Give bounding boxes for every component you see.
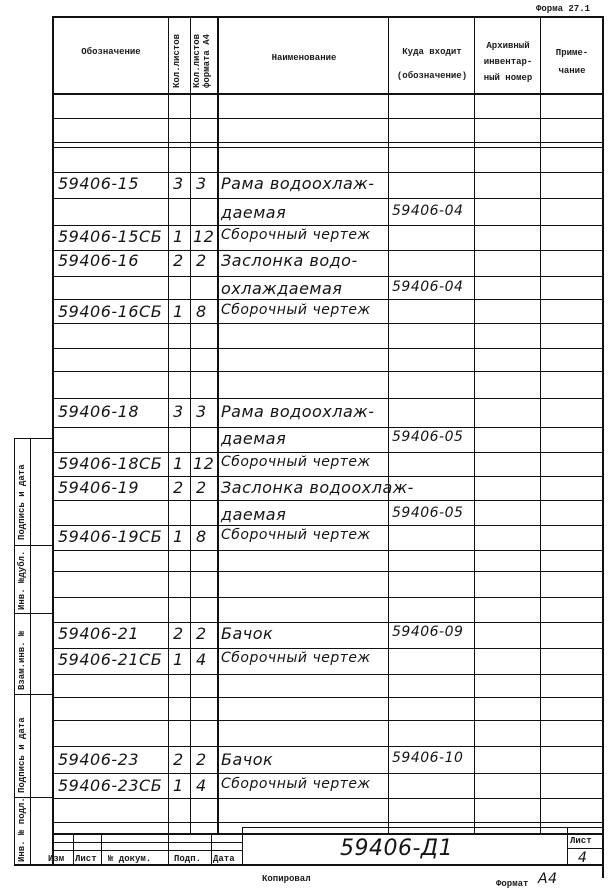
row-line xyxy=(52,299,604,300)
cell-designation: 59406-18СБ xyxy=(58,454,163,473)
cell-designation: 59406-19СБ xyxy=(58,527,163,546)
cell-qty: 3 xyxy=(173,402,184,421)
stamp-v-2 xyxy=(101,833,102,865)
footer-format-value: А4 xyxy=(538,871,558,887)
stamp-v-5 xyxy=(242,827,243,865)
cell-format: 8 xyxy=(196,302,207,321)
side-label-inv-dubl: Инв. №дубл. xyxy=(17,550,27,610)
cell-designation: 59406-19 xyxy=(58,478,140,497)
cell-format: 3 xyxy=(196,402,207,421)
cell-name: Заслонка водо- xyxy=(221,251,358,270)
cell-designation: 59406-21 xyxy=(58,624,140,643)
row-line xyxy=(52,371,604,372)
side-label-vzam: Взам.инв. № xyxy=(17,630,27,690)
header-where-used: Куда входит (обозначение) xyxy=(396,47,468,81)
stamp-row-2 xyxy=(52,850,242,851)
side-div-2 xyxy=(14,613,52,614)
row-line xyxy=(52,147,604,148)
cell-designation: 59406-21СБ xyxy=(58,650,163,669)
side-div-3 xyxy=(14,694,52,695)
cell-name: даемая xyxy=(221,429,287,448)
cell-designation: 59406-23СБ xyxy=(58,776,163,795)
row-line xyxy=(52,550,604,551)
cell-qty: 3 xyxy=(173,174,184,193)
cell-where-used: 59406-10 xyxy=(392,750,464,766)
stamp-sheet-label: Лист xyxy=(570,836,592,846)
cell-qty: 2 xyxy=(173,624,184,643)
cell-qty: 1 xyxy=(173,302,184,321)
side-col-left xyxy=(14,438,15,865)
cell-format: 12 xyxy=(193,454,215,473)
header-name: Наименование xyxy=(271,53,337,63)
header-note: Приме-чание xyxy=(555,48,589,76)
cell-designation: 59406-16СБ xyxy=(58,302,163,321)
cell-name: охлаждаемая xyxy=(221,279,343,298)
cell-qty: 2 xyxy=(173,750,184,769)
cell-qty: 1 xyxy=(173,776,184,795)
cell-name: Сборочный чертеж xyxy=(221,776,371,792)
side-col-mid xyxy=(30,438,31,865)
cell-qty: 1 xyxy=(173,650,184,669)
row-line xyxy=(52,452,604,453)
cell-where-used: 59406-05 xyxy=(392,505,464,521)
stamp-podp: Подп. xyxy=(174,854,202,864)
row-line xyxy=(52,323,604,324)
footer-format: Формат xyxy=(496,879,529,889)
stamp-v-1 xyxy=(73,833,74,865)
cell-format: 2 xyxy=(196,624,207,643)
cell-designation: 59406-15СБ xyxy=(58,227,163,246)
cell-format: 2 xyxy=(196,251,207,270)
row-line xyxy=(52,798,604,799)
stamp-izm: Изм xyxy=(48,854,65,864)
cell-qty: 1 xyxy=(173,454,184,473)
cell-name: Бачок xyxy=(221,750,274,769)
stamp-sheet-div xyxy=(567,848,604,849)
cell-where-used: 59406-04 xyxy=(392,279,464,295)
stamp-doc-no: № докум. xyxy=(108,854,152,864)
row-line xyxy=(52,674,604,675)
col-line-5 xyxy=(474,16,475,834)
frame-right xyxy=(602,16,604,878)
cell-format: 4 xyxy=(196,776,207,795)
footer-copied: Копировал xyxy=(262,874,311,884)
row-line xyxy=(52,398,604,399)
form-label: Форма 27.1 xyxy=(536,4,591,14)
row-line xyxy=(52,822,604,823)
side-label-sign-date-2: Подпись и дата xyxy=(17,717,27,793)
stamp-row-1 xyxy=(52,842,242,843)
cell-format: 2 xyxy=(196,478,207,497)
header-archive: Архивный инвентар-ный номер xyxy=(483,41,533,83)
side-label-sign-date-1: Подпись и дата xyxy=(17,464,27,540)
header-sheets-count: Кол.листов xyxy=(172,33,182,88)
cell-name: Заслонка водоохлаж- xyxy=(221,478,414,497)
cell-name: даемая xyxy=(221,505,287,524)
row-line xyxy=(52,648,604,649)
header-format: Кол.листов формата А4 xyxy=(192,33,212,88)
cell-where-used: 59406-04 xyxy=(392,203,464,219)
frame-left xyxy=(52,16,54,865)
cell-name: Рама водоохлаж- xyxy=(221,402,375,421)
cell-designation: 59406-18 xyxy=(58,402,140,421)
col-line-6 xyxy=(540,16,541,834)
header-designation: Обозначение xyxy=(81,47,141,57)
stamp-sheet-number: 4 xyxy=(578,850,588,866)
col-line-1 xyxy=(168,16,169,834)
row-line xyxy=(52,118,604,119)
col-line-3 xyxy=(217,16,219,834)
row-line xyxy=(52,276,604,277)
cell-designation: 59406-16 xyxy=(58,251,140,270)
row-line xyxy=(52,525,604,526)
row-line xyxy=(52,198,604,199)
cell-format: 8 xyxy=(196,527,207,546)
frame-bottom xyxy=(14,864,604,866)
cell-name: Бачок xyxy=(221,624,274,643)
row-line xyxy=(52,773,604,774)
row-line xyxy=(52,720,604,721)
row-line xyxy=(52,622,604,623)
cell-format: 2 xyxy=(196,750,207,769)
stamp-box-top xyxy=(242,827,604,828)
cell-designation: 59406-23 xyxy=(58,750,140,769)
side-label-inv-podl: Инв. № подл. xyxy=(17,797,27,862)
stamp-doc-code: 59406-Д1 xyxy=(340,836,454,861)
cell-format: 3 xyxy=(196,174,207,193)
row-line xyxy=(52,697,604,698)
cell-qty: 1 xyxy=(173,227,184,246)
row-line xyxy=(52,571,604,572)
stamp-date: Дата xyxy=(213,854,235,864)
col-line-2 xyxy=(190,16,191,834)
stamp-v-6 xyxy=(567,827,568,865)
stamp-v-3 xyxy=(168,833,169,865)
header-divider xyxy=(52,93,604,95)
cell-format: 12 xyxy=(193,227,215,246)
stamp-list: Лист xyxy=(75,854,97,864)
row-line xyxy=(52,225,604,226)
row-line xyxy=(52,476,604,477)
cell-name: Сборочный чертеж xyxy=(221,227,371,243)
col-line-4 xyxy=(388,16,389,834)
cell-name: Сборочный чертеж xyxy=(221,454,371,470)
cell-name: Сборочный чертеж xyxy=(221,650,371,666)
row-line xyxy=(52,348,604,349)
row-line xyxy=(52,746,604,747)
stamp-v-4 xyxy=(211,833,212,865)
stamp-top xyxy=(52,833,604,835)
cell-qty: 2 xyxy=(173,478,184,497)
side-col-top xyxy=(14,438,52,439)
cell-where-used: 59406-05 xyxy=(392,429,464,445)
cell-name: Рама водоохлаж- xyxy=(221,174,375,193)
cell-where-used: 59406-09 xyxy=(392,624,464,640)
row-line xyxy=(52,500,604,501)
row-line xyxy=(52,142,604,143)
row-line xyxy=(52,597,604,598)
cell-name: Сборочный чертеж xyxy=(221,527,371,543)
cell-qty: 1 xyxy=(173,527,184,546)
row-line xyxy=(52,427,604,428)
cell-qty: 2 xyxy=(173,251,184,270)
cell-name: Сборочный чертеж xyxy=(221,302,371,318)
cell-name: даемая xyxy=(221,203,287,222)
side-div-1 xyxy=(14,545,52,546)
frame-top xyxy=(52,16,604,18)
cell-designation: 59406-15 xyxy=(58,174,140,193)
row-line xyxy=(52,172,604,173)
cell-format: 4 xyxy=(196,650,207,669)
